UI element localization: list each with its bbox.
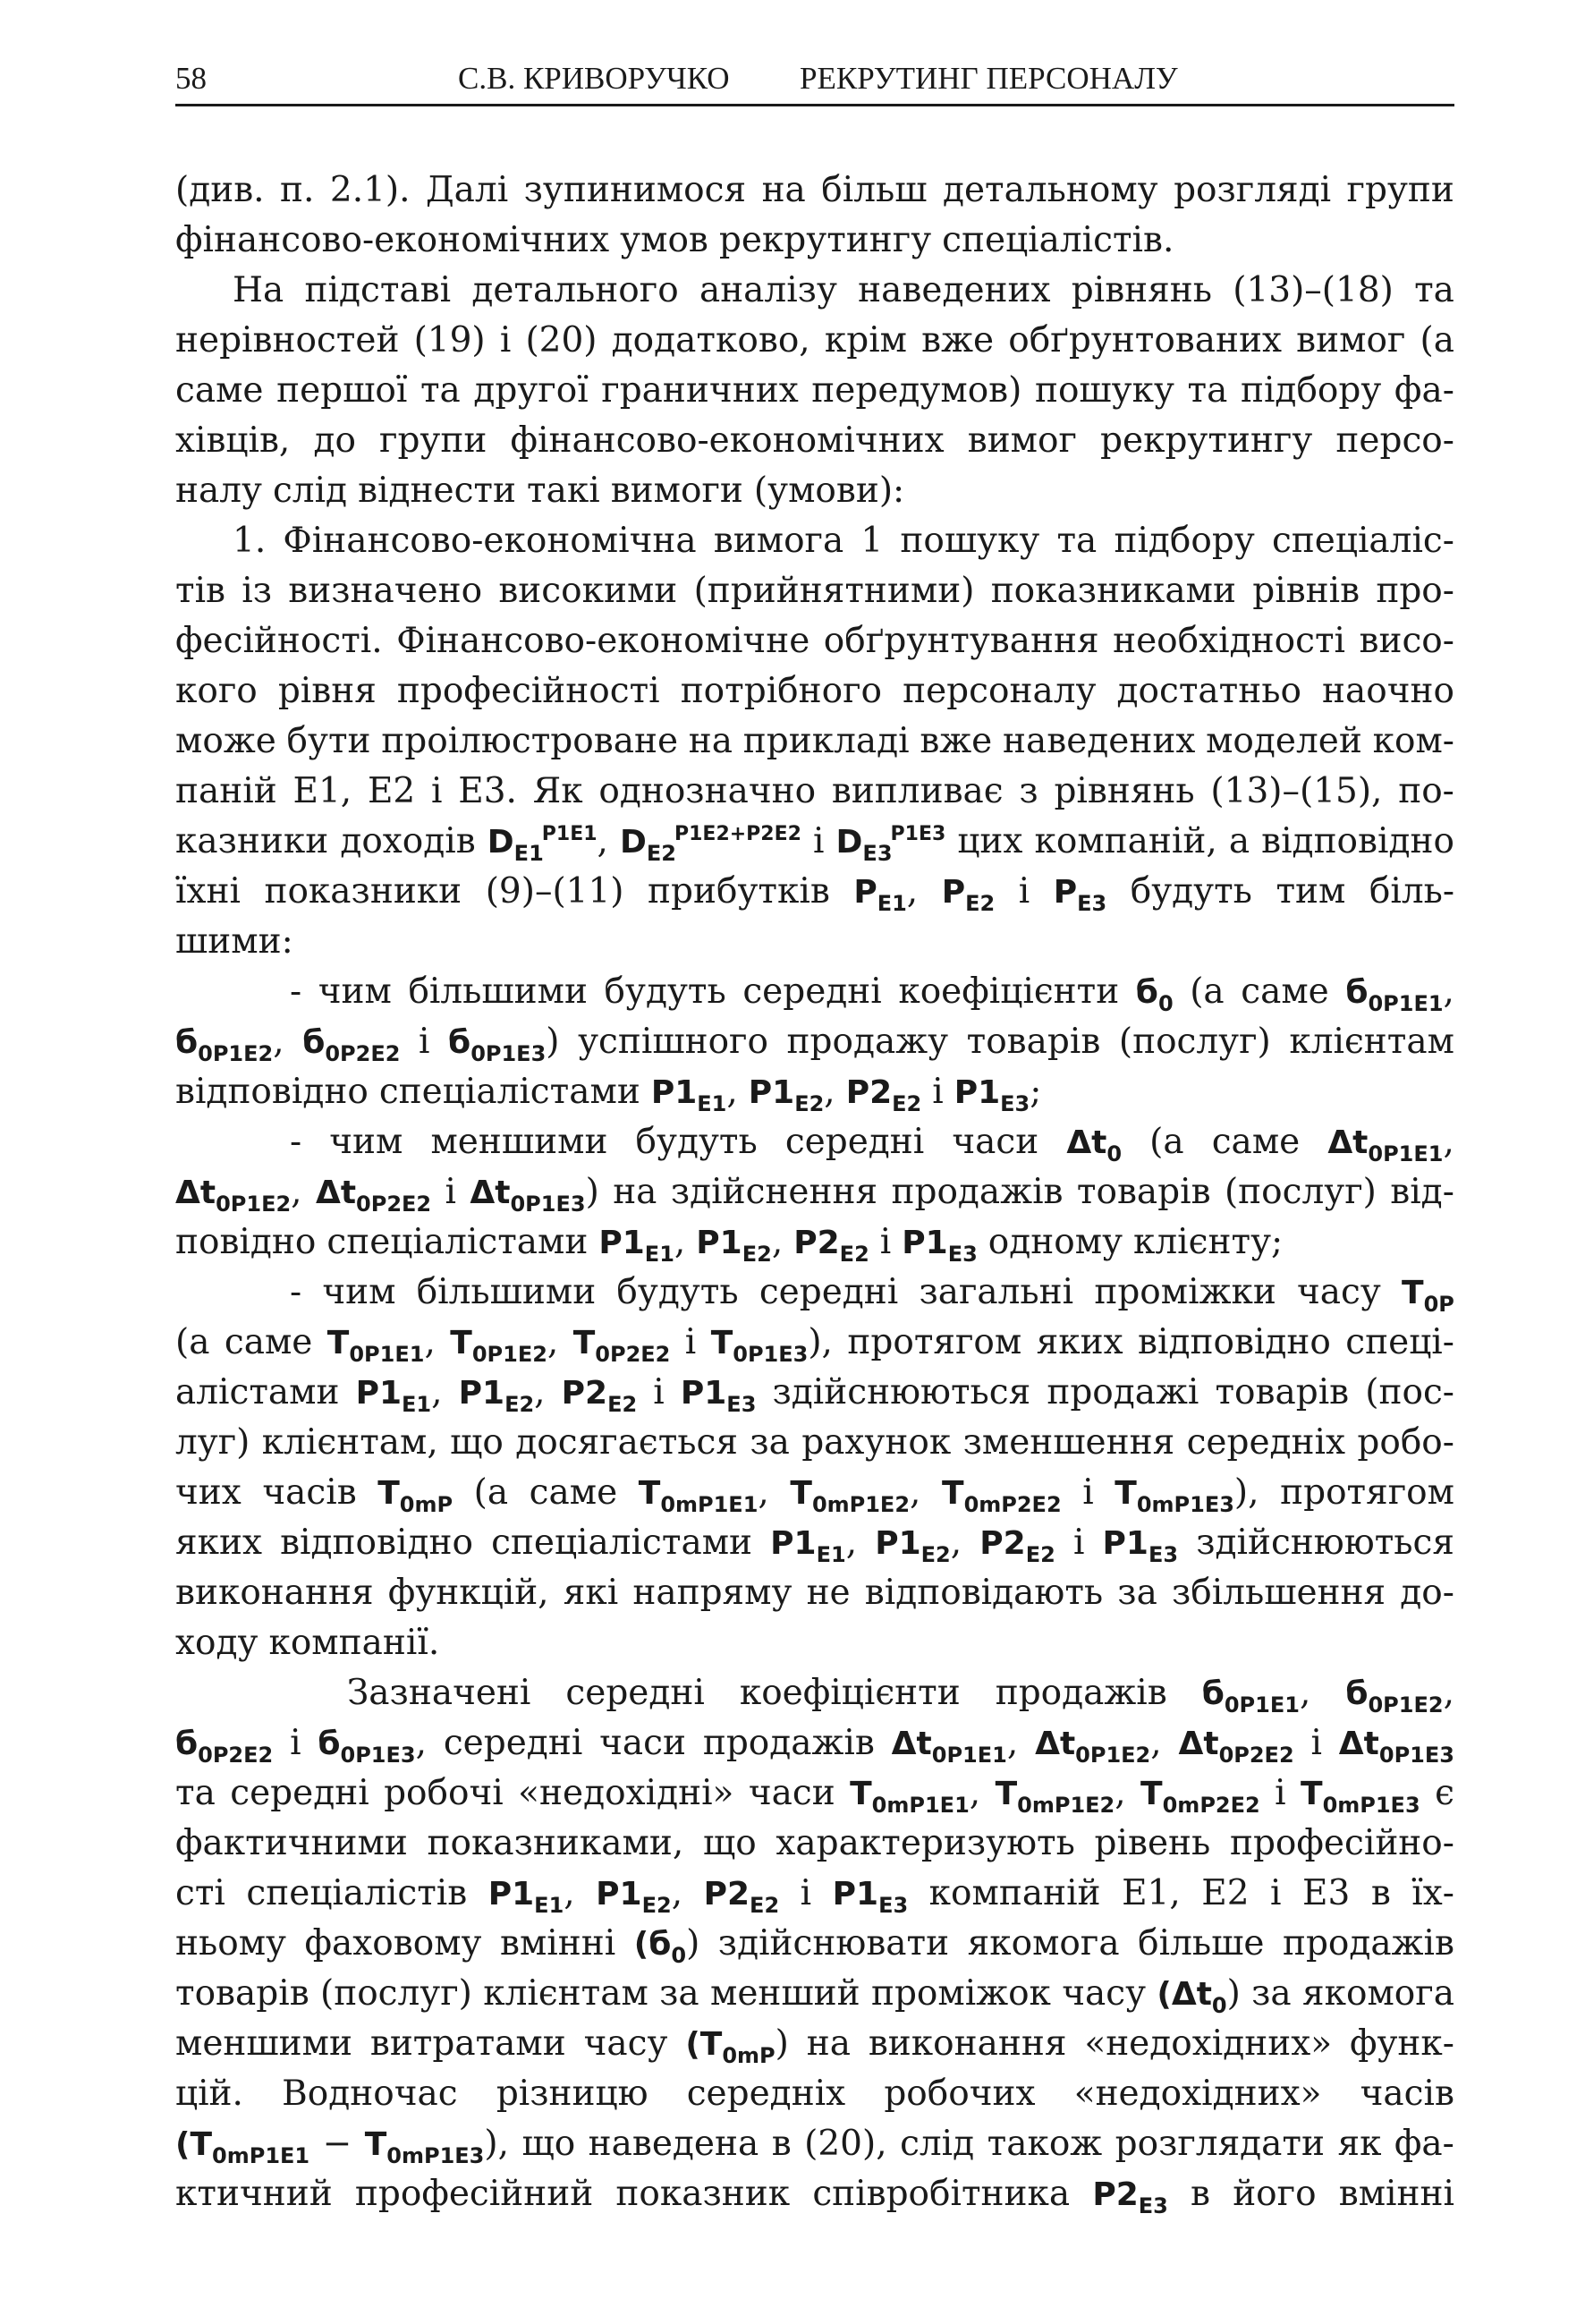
text-line: шими:	[175, 921, 293, 962]
text-line: фінансово-економічних умов рекрутингу спеціалістів.	[175, 220, 1174, 260]
text-line: ктичний професійний показник співробітника $P2_{E3}$ в його вмінні	[175, 2174, 1454, 2218]
text-line: виконання функцій, які напряму не відповідають за збільшення до-	[175, 1573, 1454, 1613]
text-line: цій. Водночас різницю середніх робочих «недохідних» часів	[175, 2074, 1454, 2114]
text-line: ньому фаховому вмінні $(б_0)$ здійснювати якомога більше продажів	[175, 1923, 1454, 1968]
text-line: (див. п. 2.1). Далі зупинимося на більш детальному розгляді групи	[175, 170, 1454, 210]
text-line: товарів (послуг) клієнтам за менший проміжок часу $(\Delta t_0)$ за якомога	[175, 1973, 1454, 2018]
running-header	[175, 55, 1454, 102]
text-line: ходу компанії.	[175, 1623, 440, 1663]
text-line: яких відповідно спеціалістами $P1_{E1}$, $P1_{E2}$, $P2_{E2}$ і $P1_{E3}$ здійснюються	[175, 1522, 1454, 1567]
header-rule	[175, 104, 1454, 106]
text-line: луг) клієнтам, що досягається за рахунок зменшення середніх робо-	[175, 1422, 1454, 1463]
text-line: (а саме $T_{0P1E1}$, $T_{0P1E2}$, $T_{0P2E2}$ і $T_{0P1E3}$), протягом яких відповідно спеці-	[175, 1322, 1454, 1367]
text-line: нерівностей (19) і (20) додатково, крім вже обґрунтованих вимог (а	[175, 320, 1454, 360]
text-line: тів із визначено високими (прийнятними) показниками рівнів про-	[175, 571, 1454, 611]
text-line: казники доходів $D_{E1}^{P1E1}$, $D_{E2}^{P1E2+P2E2}$ і $D_{E3}^{P1E3}$ цих компаній, а відповідно	[175, 821, 1454, 866]
text-line: їхні показники (9)–(11) прибутків $P_{E1}$, $P_{E2}$ і $P_{E3}$ будуть тим біль-	[175, 871, 1454, 916]
text-line: - чим меншими будуть середні часи $\Delta t_0$ (а саме $\Delta t_{0P1E1}$,	[290, 1122, 1454, 1166]
page-number: 58	[175, 61, 207, 96]
text-line: $б_{0P1E2}$, $б_{0P2E2}$ і $б_{0P1E3}$) успішного продажу товарів (послуг) клієнтам	[175, 1022, 1454, 1066]
text-line: меншими витратами часу $(T_{0mP})$ на виконання «недохідних» функ-	[175, 2023, 1454, 2068]
text-line: фактичними показниками, що характеризують рівень професійно-	[175, 1823, 1454, 1863]
text-line: 1. Фінансово-економічна вимога 1 пошуку та підбору спеціаліс-	[233, 521, 1454, 561]
text-line: сті спеціалістів $P1_{E1}$, $P1_{E2}$, $P2_{E2}$ і $P1_{E3}$ компаній E1, E2 і E3 в їх-	[175, 1873, 1454, 1918]
text-line: чих часів $T_{0mP}$ (а саме $T_{0mP1E1}$, $T_{0mP1E2}$, $T_{0mP2E2}$ і $T_{0mP1E3}$), протягом	[175, 1472, 1454, 1517]
header-book-title: РЕКРУТИНГ ПЕРСОНАЛУ	[800, 61, 1178, 96]
text-line: - чим більшими будуть середні коефіцієнти $б_0$ (а саме $б_{0P1E1}$,	[290, 971, 1454, 1016]
text-line: та середні робочі «недохідні» часи $T_{0mP1E1}$, $T_{0mP1E2}$, $T_{0mP2E2}$ і $T_{0mP1E3}$ є	[175, 1773, 1454, 1818]
text-line: - чим більшими будуть середні загальні проміжки часу $T_{0P}$	[290, 1272, 1454, 1317]
text-line: $\Delta t_{0P1E2}$, $\Delta t_{0P2E2}$ і $\Delta t_{0P1E3}$) на здійснення продажів товарів (послуг) від-	[175, 1172, 1454, 1217]
text-line: відповідно спеціалістами $P1_{E1}$, $P1_{E2}$, $P2_{E2}$ і $P1_{E3}$;	[175, 1072, 1042, 1116]
text-line: На підставі детального аналізу наведених рівнянь (13)–(18) та	[233, 270, 1454, 310]
text-line: алістами $P1_{E1}$, $P1_{E2}$, $P2_{E2}$ і $P1_{E3}$ здійснюються продажі товарів (пос-	[175, 1372, 1454, 1417]
text-line: паній E1, E2 і E3. Як однозначно випливає з рівнянь (13)–(15), по-	[175, 771, 1454, 811]
text-line: саме першої та другої граничних передумов) пошуку та підбору фа-	[175, 370, 1454, 411]
text-line: може бути проілюстроване на прикладі вже наведених моделей ком-	[175, 721, 1454, 761]
text-line: налу слід віднести такі вимоги (умови):	[175, 471, 905, 511]
body-text	[175, 165, 1454, 2219]
text-line: ($T_{0mP1E1}$ − $T_{0mP1E3}$), що наведена в (20), слід також розглядати як фа-	[175, 2124, 1454, 2168]
header-author: С.В. КРИВОРУЧКО	[458, 61, 730, 96]
text-line: кого рівня професійності потрібного персоналу достатньо наочно	[175, 671, 1454, 711]
text-line: фесійності. Фінансово-економічне обґрунтування необхідності висо-	[175, 621, 1454, 661]
text-line: хівців, до групи фінансово-економічних вимог рекрутингу персо-	[175, 420, 1454, 461]
text-line: повідно спеціалістами $P1_{E1}$, $P1_{E2}$, $P2_{E2}$ і $P1_{E3}$ одному клієнту;	[175, 1222, 1284, 1267]
text-line: $б_{0P2E2}$ і $б_{0P1E3}$, середні часи продажів $\Delta t_{0P1E1}$, $\Delta t_{0P1E2}$, $\Delta t_{0P2E2}$ і $\Delta t_{0P1E3}$	[175, 1723, 1454, 1768]
text-line: Зазначені середні коефіцієнти продажів $б_{0P1E1}$, $б_{0P1E2}$,	[347, 1673, 1454, 1718]
